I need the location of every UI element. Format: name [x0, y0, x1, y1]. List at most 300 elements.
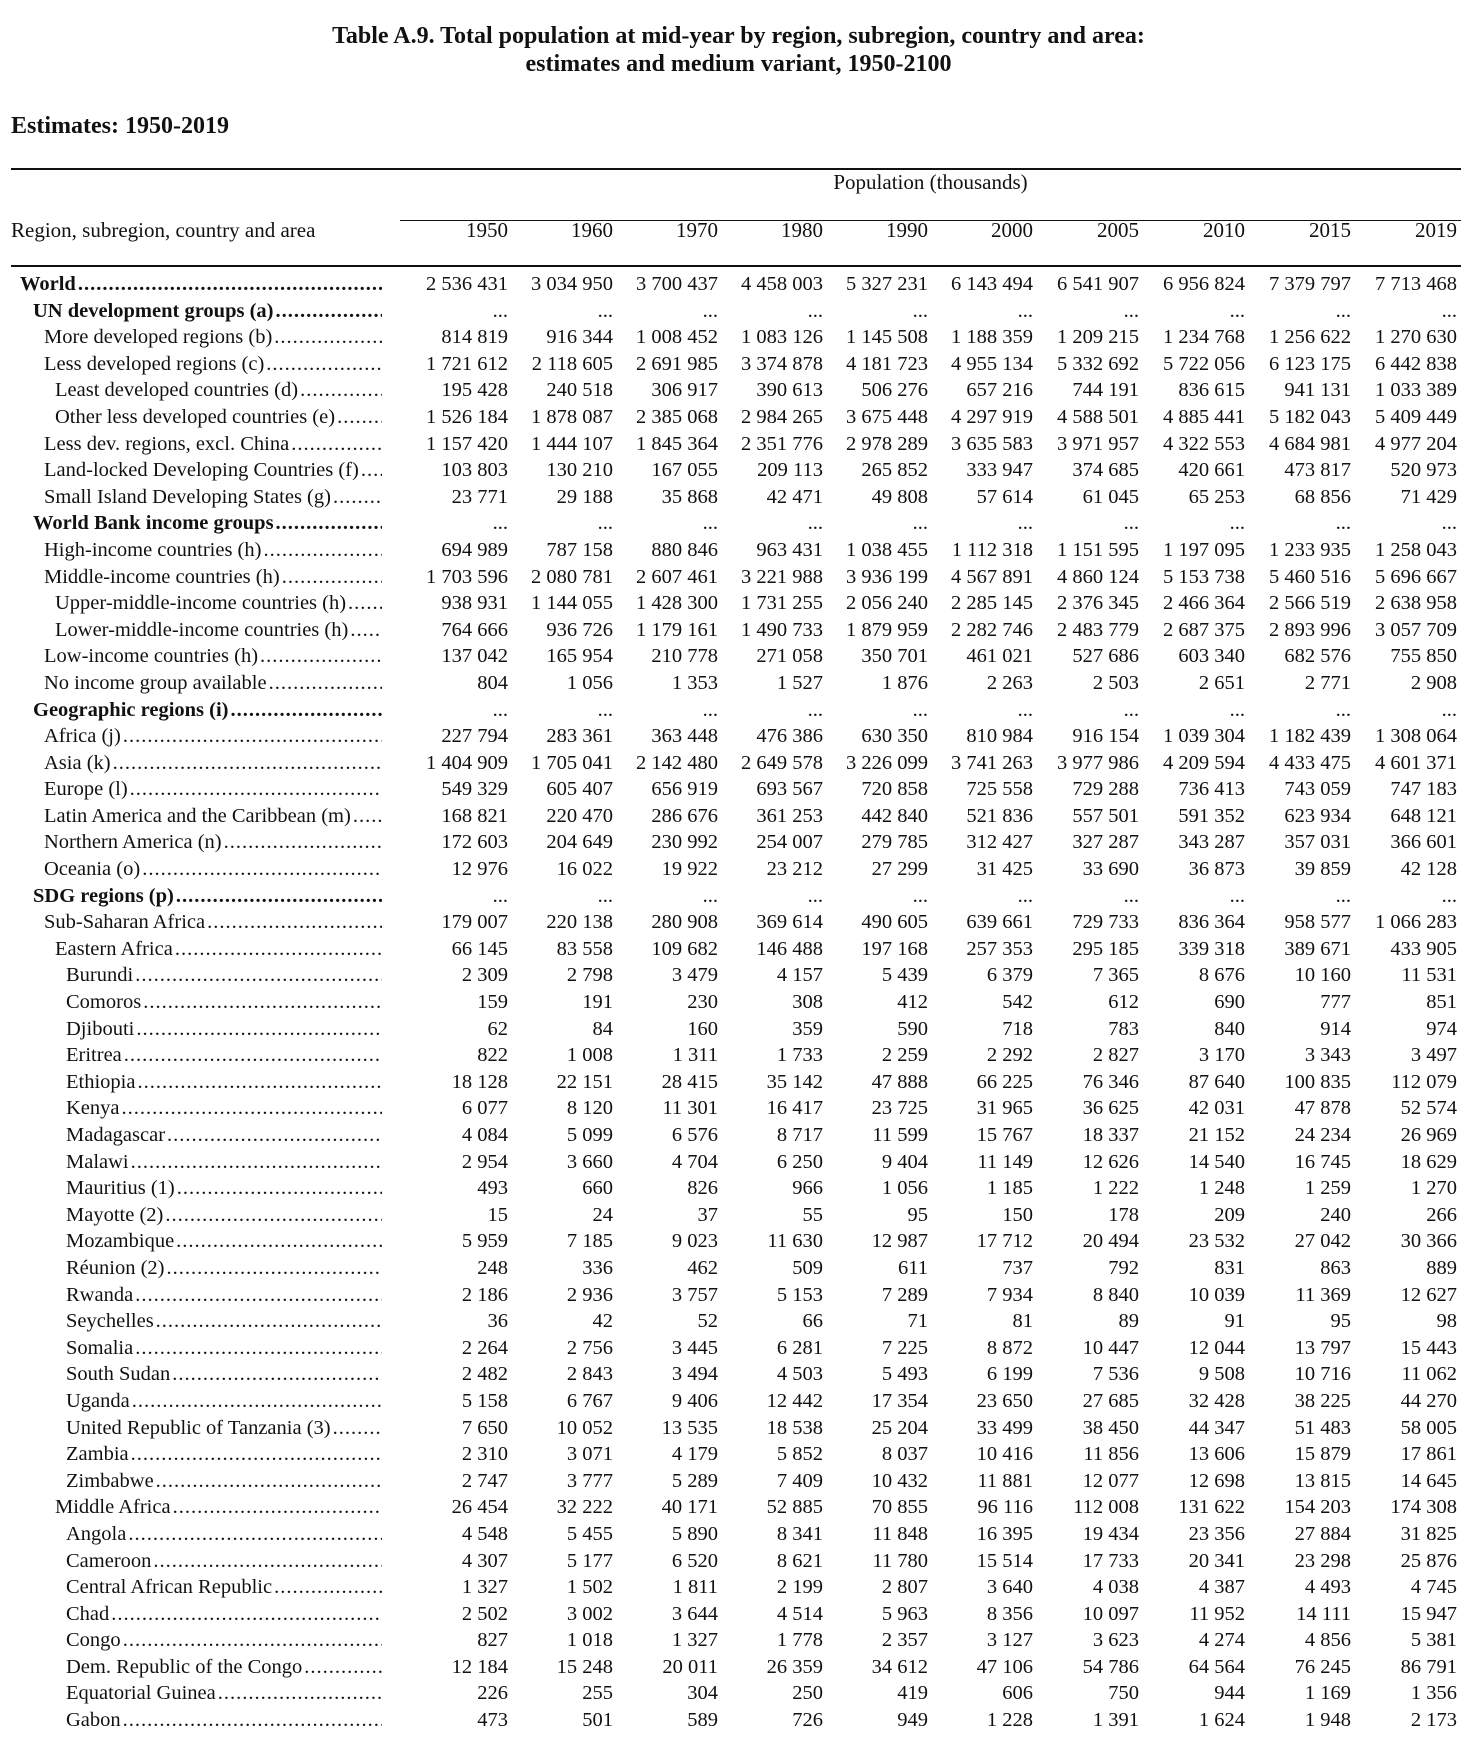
table-cell: 42 128	[1400, 858, 1457, 881]
table-cell: 15 879	[1294, 1443, 1351, 1466]
table-cell: 2 118 605	[531, 352, 613, 375]
table-cell: 461 021	[966, 645, 1033, 668]
table-cell: 137 042	[441, 645, 508, 668]
row-label: Zimbabwe .....	[66, 1468, 382, 1495]
row-label: Small Island Developing States (g) .....	[44, 484, 382, 511]
table-cell: 938 931	[441, 592, 508, 615]
table-cell: 755 850	[1390, 645, 1457, 668]
table-cell: 32 428	[1188, 1389, 1245, 1412]
table-cell: 747 183	[1390, 778, 1457, 801]
table-cell: 743 059	[1284, 778, 1351, 801]
table-cell: 2 893 996	[1269, 618, 1351, 641]
table-cell: 15 443	[1400, 1336, 1457, 1359]
table-cell: 1 404 909	[426, 751, 508, 774]
table-cell: 174 308	[1390, 1496, 1457, 1519]
table-row	[0, 1255, 1477, 1282]
header-bottom-rule	[11, 265, 1461, 267]
table-cell: ...	[1017, 512, 1033, 535]
table-cell: 6 956 824	[1163, 273, 1245, 295]
table-cell: 5 332 692	[1057, 352, 1139, 375]
table-cell: 27 685	[1082, 1389, 1139, 1412]
row-label: Gabon .....	[66, 1707, 382, 1734]
table-cell: 1 778	[776, 1629, 823, 1652]
table-row	[0, 617, 1477, 644]
table-cell: 10 039	[1188, 1283, 1245, 1306]
row-label: Eritrea .....	[66, 1042, 382, 1069]
table-cell: 2 264	[461, 1336, 508, 1359]
row-label: Somalia .....	[66, 1335, 382, 1362]
table-cell: 11 952	[1189, 1602, 1245, 1625]
table-cell: 250	[792, 1682, 823, 1705]
table-cell: 283 361	[546, 725, 613, 748]
table-row	[0, 936, 1477, 963]
row-label: Eastern Africa .....	[55, 936, 382, 963]
table-cell: 47 878	[1294, 1097, 1351, 1120]
table-cell: 51 483	[1294, 1416, 1351, 1439]
table-cell: 357 031	[1284, 831, 1351, 854]
table-row	[0, 883, 1477, 910]
table-cell: 47 888	[871, 1070, 928, 1093]
section-label: Estimates: 1950-2019	[11, 113, 229, 139]
table-cell: 2 798	[566, 964, 613, 987]
table-cell: 209	[1214, 1203, 1245, 1226]
table-cell: 4 179	[671, 1443, 718, 1466]
table-cell: 2 483 779	[1057, 618, 1139, 641]
table-cell: 5 493	[881, 1363, 928, 1386]
table-cell: 8 621	[776, 1549, 823, 1572]
table-cell: 4 458 003	[741, 273, 823, 295]
table-cell: ...	[597, 884, 613, 907]
table-row	[0, 750, 1477, 777]
row-label: World Bank income groups .....	[33, 510, 382, 537]
table-cell: 4 503	[776, 1363, 823, 1386]
table-cell: 5 289	[671, 1469, 718, 1492]
row-label: World .....	[20, 271, 382, 298]
table-cell: 660	[582, 1177, 613, 1200]
table-cell: 52 885	[766, 1496, 823, 1519]
table-cell: 2 385 068	[636, 405, 718, 428]
table-cell: 64 564	[1188, 1655, 1245, 1678]
table-cell: 506 276	[861, 379, 928, 402]
row-label: Less dev. regions, excl. China .....	[44, 431, 382, 458]
table-cell: 6 123 175	[1269, 352, 1351, 375]
table-cell: 195 428	[441, 379, 508, 402]
table-cell: 5 890	[671, 1522, 718, 1545]
row-label: Seychelles .....	[66, 1308, 382, 1335]
table-cell: 4 745	[1410, 1576, 1457, 1599]
table-cell: 1 157 420	[426, 432, 508, 455]
row-label: UN development groups (a) .....	[33, 298, 382, 325]
table-cell: 2 056 240	[846, 592, 928, 615]
table-cell: 1 258 043	[1375, 538, 1457, 561]
year-header: 1950	[466, 218, 508, 242]
row-label: Other less developed countries (e) .....	[55, 404, 382, 431]
table-cell: 11 780	[872, 1549, 928, 1572]
table-cell: 3 170	[1198, 1044, 1245, 1067]
table-cell: 37	[697, 1203, 718, 1226]
table-cell: 6 767	[566, 1389, 613, 1412]
table-cell: 16 022	[556, 858, 613, 881]
table-cell: 44 347	[1188, 1416, 1245, 1439]
table-cell: 343 287	[1178, 831, 1245, 854]
table-cell: 35 868	[661, 485, 718, 508]
year-header: 1980	[781, 218, 823, 242]
table-cell: 26 359	[766, 1655, 823, 1678]
table-cell: 9 406	[671, 1389, 718, 1412]
table-cell: 5 153	[776, 1283, 823, 1306]
table-row	[0, 1601, 1477, 1628]
table-cell: ...	[702, 698, 718, 721]
table-cell: ...	[702, 512, 718, 535]
table-row	[0, 404, 1477, 431]
table-cell: 11 856	[1083, 1443, 1139, 1466]
table-cell: 1 038 455	[846, 538, 928, 561]
table-cell: 3 226 099	[846, 751, 928, 774]
table-cell: 682 576	[1284, 645, 1351, 668]
table-row	[0, 1388, 1477, 1415]
table-cell: 226	[477, 1682, 508, 1705]
table-cell: 3 221 988	[741, 565, 823, 588]
table-cell: 1 222	[1092, 1177, 1139, 1200]
table-cell: ...	[1123, 299, 1139, 322]
row-label: Réunion (2) .....	[66, 1255, 382, 1282]
table-cell: 4 601 371	[1375, 751, 1457, 774]
table-cell: 3 374 878	[741, 352, 823, 375]
table-cell: 95	[907, 1203, 928, 1226]
table-cell: 1 490 733	[741, 618, 823, 641]
table-cell: 38 225	[1294, 1389, 1351, 1412]
table-cell: 57 614	[976, 485, 1033, 508]
table-cell: 16 745	[1294, 1150, 1351, 1173]
table-cell: 3 127	[986, 1629, 1033, 1652]
table-cell: 606	[1002, 1682, 1033, 1705]
table-cell: 12 442	[766, 1389, 823, 1412]
table-row	[0, 1441, 1477, 1468]
table-cell: 7 713 468	[1375, 273, 1457, 295]
table-cell: 12 077	[1082, 1469, 1139, 1492]
table-cell: 1 144 055	[531, 592, 613, 615]
table-cell: 611	[898, 1256, 928, 1279]
table-cell: 3 660	[566, 1150, 613, 1173]
table-cell: 280 908	[651, 911, 718, 934]
table-cell: 880 846	[651, 538, 718, 561]
table-cell: 295 185	[1072, 937, 1139, 960]
table-cell: 17 354	[871, 1389, 928, 1412]
table-cell: ...	[912, 884, 928, 907]
table-cell: 501	[582, 1709, 613, 1732]
table-cell: 3 497	[1410, 1044, 1457, 1067]
table-cell: 8 717	[776, 1124, 823, 1146]
table-cell: 7 379 797	[1269, 273, 1351, 295]
table-cell: 84	[592, 1017, 613, 1040]
year-header: 2015	[1309, 218, 1351, 242]
table-cell: 5 409 449	[1375, 405, 1457, 428]
table-cell: 255	[582, 1682, 613, 1705]
table-cell: 1 845 364	[636, 432, 718, 455]
table-row	[0, 829, 1477, 856]
table-cell: 6 520	[671, 1549, 718, 1572]
table-cell: 1 179 161	[636, 618, 718, 641]
table-cell: 5 959	[461, 1230, 508, 1253]
table-cell: 473 817	[1284, 459, 1351, 482]
table-cell: 831	[1214, 1256, 1245, 1279]
row-label: Latin America and the Caribbean (m) .....	[44, 803, 382, 830]
table-cell: 12 976	[451, 858, 508, 881]
table-cell: 639 661	[966, 911, 1033, 934]
table-cell: 764 666	[441, 618, 508, 641]
table-cell: ...	[1335, 884, 1351, 907]
table-cell: 589	[687, 1709, 718, 1732]
row-label: Chad .....	[66, 1601, 382, 1628]
table-cell: 1 112 318	[951, 538, 1033, 561]
table-cell: 476 386	[756, 725, 823, 748]
table-cell: 65 253	[1188, 485, 1245, 508]
table-cell: ...	[492, 512, 508, 535]
table-cell: 31 825	[1400, 1522, 1457, 1545]
table-cell: ...	[702, 299, 718, 322]
table-row	[0, 1149, 1477, 1176]
table-cell: 4 885 441	[1163, 405, 1245, 428]
row-label: Kenya .....	[66, 1095, 382, 1122]
table-cell: 1 188 359	[951, 326, 1033, 349]
table-cell: 10 416	[976, 1443, 1033, 1466]
table-cell: 5 455	[566, 1522, 613, 1545]
table-row	[0, 1228, 1477, 1255]
table-cell: 5 963	[881, 1602, 928, 1625]
table-cell: 5 460 516	[1269, 565, 1351, 588]
table-cell: 3 777	[566, 1469, 613, 1492]
table-cell: 71	[907, 1310, 928, 1333]
table-cell: 27 042	[1294, 1230, 1351, 1253]
row-label: Angola .....	[66, 1521, 382, 1548]
table-cell: 8 037	[881, 1443, 928, 1466]
table-cell: 131 622	[1178, 1496, 1245, 1519]
table-cell: 419	[897, 1682, 928, 1705]
row-label: Northern America (n) .....	[44, 829, 382, 856]
table-cell: 10 160	[1294, 964, 1351, 987]
table-cell: 2 357	[881, 1629, 928, 1652]
table-row	[0, 856, 1477, 883]
table-row	[0, 1468, 1477, 1495]
year-header: 2005	[1097, 218, 1139, 242]
table-cell: 33 499	[976, 1416, 1033, 1439]
table-cell: 8 676	[1198, 964, 1245, 987]
table-cell: 2 771	[1304, 671, 1351, 694]
table-cell: 648 121	[1390, 804, 1457, 827]
table-cell: 916 344	[546, 326, 613, 349]
table-cell: 787 158	[546, 538, 613, 561]
table-cell: 1 353	[671, 671, 718, 694]
table-cell: 3 343	[1304, 1044, 1351, 1067]
table-cell: 13 535	[661, 1416, 718, 1439]
table-cell: 14 645	[1400, 1469, 1457, 1492]
table-cell: 3 071	[566, 1443, 613, 1466]
table-cell: 2 199	[776, 1576, 823, 1599]
table-cell: 15 767	[976, 1124, 1033, 1146]
table-cell: ...	[1123, 698, 1139, 721]
table-cell: 308	[792, 991, 823, 1014]
table-cell: 3 494	[671, 1363, 718, 1386]
year-header: 2010	[1203, 218, 1245, 242]
table-cell: 17 712	[976, 1230, 1033, 1253]
table-cell: 71 429	[1400, 485, 1457, 508]
table-cell: 25 204	[871, 1416, 928, 1439]
table-row	[0, 1335, 1477, 1362]
row-label: Geographic regions (i) .....	[33, 697, 382, 724]
table-cell: 1 391	[1092, 1709, 1139, 1732]
table-cell: 12 627	[1400, 1283, 1457, 1306]
table-cell: 12 698	[1188, 1469, 1245, 1492]
row-label: High-income countries (h) .....	[44, 537, 382, 564]
table-cell: 5 177	[566, 1549, 613, 1572]
table-cell: 230	[687, 991, 718, 1014]
table-cell: 462	[687, 1256, 718, 1279]
row-label: Europe (l) .....	[44, 776, 382, 803]
table-cell: 35 142	[766, 1070, 823, 1093]
table-cell: 22 151	[556, 1070, 613, 1093]
table-cell: 19 922	[661, 858, 718, 881]
table-cell: 889	[1426, 1256, 1457, 1279]
table-cell: 1 039 304	[1163, 725, 1245, 748]
table-cell: 737	[1002, 1256, 1033, 1279]
table-cell: 26 454	[451, 1496, 508, 1519]
table-cell: 230 992	[651, 831, 718, 854]
table-cell: 2 566 519	[1269, 592, 1351, 615]
table-cell: 19 434	[1082, 1522, 1139, 1545]
row-label: Lower-middle-income countries (h) .....	[55, 617, 382, 644]
table-cell: 240 518	[546, 379, 613, 402]
table-cell: 3 757	[671, 1283, 718, 1306]
table-cell: 6 541 907	[1057, 273, 1139, 295]
year-header: 1990	[886, 218, 928, 242]
table-cell: 2 142 480	[636, 751, 718, 774]
table-cell: 4 038	[1092, 1576, 1139, 1599]
table-cell: 240	[1320, 1203, 1351, 1226]
table-row	[0, 1574, 1477, 1601]
table-cell: 32 222	[556, 1496, 613, 1519]
table-cell: 3 002	[566, 1602, 613, 1625]
table-cell: 20 494	[1082, 1230, 1139, 1253]
table-cell: 23 650	[976, 1389, 1033, 1412]
table-cell: 167 055	[651, 459, 718, 482]
table-cell: 1 197 095	[1163, 538, 1245, 561]
table-cell: 8 356	[986, 1602, 1033, 1625]
table-cell: 4 567 891	[951, 565, 1033, 588]
table-row	[0, 298, 1477, 325]
table-cell: ...	[912, 299, 928, 322]
table-cell: 2 843	[566, 1363, 613, 1386]
table-cell: ...	[1123, 884, 1139, 907]
table-cell: 1 008	[566, 1044, 613, 1067]
table-row	[0, 643, 1477, 670]
table-cell: 70 855	[871, 1496, 928, 1519]
table-cell: 591 352	[1178, 804, 1245, 827]
table-cell: 49 808	[871, 485, 928, 508]
table-row	[0, 1095, 1477, 1122]
table-cell: 2 310	[461, 1443, 508, 1466]
table-cell: 2 651	[1198, 671, 1245, 694]
row-label: Equatorial Guinea .....	[66, 1680, 382, 1707]
table-cell: 1 270	[1410, 1177, 1457, 1200]
row-label: Least developed countries (d) .....	[55, 377, 382, 404]
table-cell: 4 181 723	[846, 352, 928, 375]
table-row	[0, 1415, 1477, 1442]
table-cell: ...	[1335, 299, 1351, 322]
table-cell: 339 318	[1178, 937, 1245, 960]
table-cell: 840	[1214, 1017, 1245, 1040]
table-cell: 9 023	[671, 1230, 718, 1253]
table-cell: 42 031	[1188, 1097, 1245, 1120]
row-label: Ethiopia .....	[66, 1069, 382, 1096]
table-cell: 729 288	[1072, 778, 1139, 801]
table-row	[0, 1282, 1477, 1309]
table-cell: 4 955 134	[951, 352, 1033, 375]
table-cell: 916 154	[1072, 725, 1139, 748]
table-cell: 10 432	[871, 1469, 928, 1492]
table-cell: 1 234 768	[1163, 326, 1245, 349]
table-cell: 2 954	[461, 1150, 508, 1173]
table-cell: 851	[1426, 991, 1457, 1014]
table-cell: 18 629	[1400, 1150, 1457, 1173]
table-cell: 266	[1426, 1203, 1457, 1226]
table-cell: 15 947	[1400, 1602, 1457, 1625]
table-cell: 12 184	[451, 1655, 508, 1678]
table-cell: 11 369	[1295, 1283, 1351, 1306]
table-cell: 21 152	[1188, 1124, 1245, 1146]
table-cell: 3 445	[671, 1336, 718, 1359]
row-label: Congo .....	[66, 1627, 382, 1654]
table-cell: 836 364	[1178, 911, 1245, 934]
table-row	[0, 271, 1477, 298]
table-cell: 7 934	[986, 1283, 1033, 1306]
table-cell: 6 281	[776, 1336, 823, 1359]
table-cell: ...	[702, 884, 718, 907]
year-header: 1960	[571, 218, 613, 242]
table-cell: 4 514	[776, 1602, 823, 1625]
table-cell: 5 153 738	[1163, 565, 1245, 588]
table-cell: 112 079	[1391, 1070, 1457, 1093]
population-header: Population (thousands)	[833, 170, 1028, 194]
table-cell: 227 794	[441, 725, 508, 748]
table-cell: ...	[1017, 299, 1033, 322]
table-cell: ...	[1229, 299, 1245, 322]
table-cell: 590	[897, 1017, 928, 1040]
row-label: Dem. Republic of the Congo .....	[66, 1654, 382, 1681]
table-cell: 783	[1108, 1017, 1139, 1040]
row-label: Djibouti .....	[66, 1016, 382, 1043]
table-cell: 8 341	[776, 1522, 823, 1545]
table-cell: 17 733	[1082, 1549, 1139, 1572]
table-cell: 1 018	[566, 1629, 613, 1652]
table-row	[0, 1680, 1477, 1707]
table-cell: 390 613	[756, 379, 823, 402]
table-cell: 350 701	[861, 645, 928, 668]
row-label: Uganda .....	[66, 1388, 382, 1415]
table-cell: 13 606	[1188, 1443, 1245, 1466]
table-cell: 16 417	[766, 1097, 823, 1120]
table-cell: 1 185	[986, 1177, 1033, 1200]
row-label: Sub-Saharan Africa .....	[44, 909, 382, 936]
table-cell: 36 873	[1188, 858, 1245, 881]
table-cell: 4 704	[671, 1150, 718, 1173]
table-cell: 7 365	[1092, 964, 1139, 987]
table-cell: 2 638 958	[1375, 592, 1457, 615]
table-cell: 5 099	[566, 1124, 613, 1146]
table-cell: 657 216	[966, 379, 1033, 402]
table-cell: 52	[697, 1310, 718, 1333]
table-cell: 6 077	[461, 1097, 508, 1120]
table-cell: 11 848	[872, 1522, 928, 1545]
